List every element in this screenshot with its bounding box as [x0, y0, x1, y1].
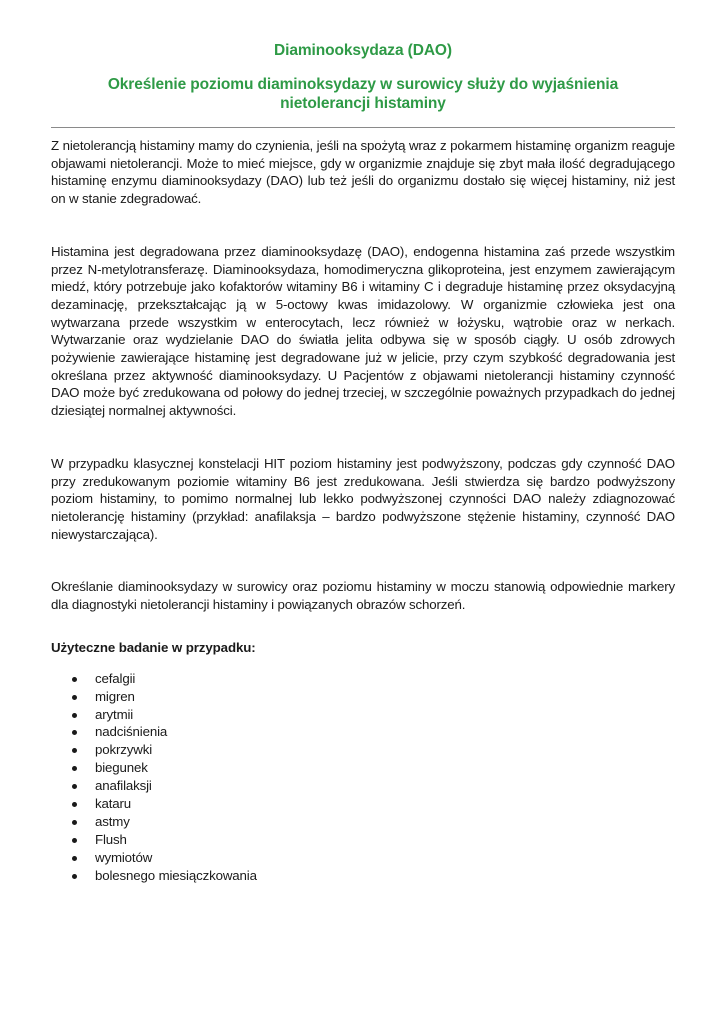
bullet-icon: [72, 677, 77, 682]
paragraph-hit-constellation: W przypadku klasycznej konstelacji HIT poziom histaminy jest podwyższony, podczas gdy czynność DAO przy zredukowanym poziomie witaminy B6 jest zredukowana. Jeśli stwierdza się bardzo podwyższony poziom histaminy, to pomimo normalnej lub lekko podwyższonej czynności DAO należy zdiagnozować nietolerancję histaminy (przykład: anafilaksja – bardzo podwyższone stężenie histaminy, czynność DAO niewystarczająca).: [51, 455, 675, 542]
list-item-label: nadciśnienia: [95, 724, 168, 740]
list-item-label: biegunek: [95, 760, 148, 776]
page-title: Diaminooksydaza (DAO): [274, 42, 452, 59]
uses-list: [51, 670, 675, 885]
paragraph-degradation: Histamina jest degradowana przez diaminooksydazę (DAO), endogenna histamina zaś przede wszystkim przez N-metylotransferazę. Diaminooksydaza, homodimeryczna glikoproteina, jest enzymem zawierającym miedź, który potrzebuje jako kofaktorów witaminy B6 i witaminy C i degraduje histaminę przez oksydacyjną dezaminację, przekształcając ją w 5-octowy kwas imidazolowy. W organizmie człowieka jest ona wytwarzana przede wszystkim w enterocytach, lecz również w łożysku, wątrobie oraz w nerkach. Wytwarzanie oraz wydzielanie DAO do światła jelita odbywa się w sposób ciągły. U osób zdrowych pożywienie zawierające histaminę jest degradowane już w jelicie, przy czym szybkość degradowania jest określana przez aktywność diaminooksydazy. U Pacjentów z objawami nietolerancji histaminy czynność DAO może być zredukowana od połowy do jednej trzeciej, w szczególnie poważnych przypadkach do jednej dziesiątej normalnej aktywności.: [51, 243, 675, 419]
list-item-label: bolesnego miesiączkowania: [95, 867, 257, 883]
list-item-label: wymiotów: [95, 849, 153, 865]
list-item: [51, 831, 675, 849]
list-item: [51, 741, 675, 759]
paragraph-markers: Określanie diaminooksydazy w surowicy oraz poziomu histaminy w moczu stanowią odpowiednie markery dla diagnostyki nietolerancji histaminy i powiązanych obrazów schorzeń.: [51, 579, 675, 613]
bullet-icon: [72, 730, 77, 735]
bullet-icon: [72, 766, 77, 771]
list-item-label: Flush: [95, 831, 127, 847]
list-item: [51, 759, 675, 777]
bullet-icon: [72, 695, 77, 700]
bullet-icon: [72, 856, 77, 861]
list-item-label: migren: [95, 688, 135, 704]
list-item: [51, 670, 675, 688]
list-item: [51, 688, 675, 706]
bullet-icon: [72, 820, 77, 825]
document-page: [51, 0, 675, 885]
bullet-icon: [72, 784, 77, 789]
uses-heading: Użyteczne badanie w przypadku:: [51, 639, 256, 655]
page-subtitle: Określenie poziomu diaminoksydazy w surowicy służy do wyjaśnienia nietolerancji histaminy: [107, 76, 619, 112]
bullet-icon: [72, 713, 77, 718]
bullet-icon: [72, 802, 77, 807]
list-item-label: anafilaksji: [95, 778, 152, 794]
list-item: [51, 777, 675, 795]
bullet-icon: [72, 874, 77, 879]
bullet-icon: [72, 748, 77, 753]
list-item-label: arytmii: [95, 706, 134, 722]
paragraph-intro: Z nietolerancją histaminy mamy do czynienia, jeśli na spożytą wraz z pokarmem histaminę organizm reaguje objawami nietolerancji. Może to mieć miejsce, gdy w organizmie znajduje się zbyt mała ilość degradującego histaminę enzymu diaminooksydazy (DAO) lub też jeśli do organizmu dostało się więcej histaminy, niż jest on w stanie zdegradować.: [51, 138, 675, 207]
list-item: [51, 795, 675, 813]
list-item: [51, 849, 675, 867]
header-divider: [51, 127, 675, 128]
list-item: [51, 706, 675, 724]
list-item-label: pokrzywki: [95, 742, 153, 758]
list-item: [51, 813, 675, 831]
bullet-icon: [72, 838, 77, 843]
list-item-label: astmy: [95, 814, 130, 830]
list-item-label: cefalgii: [95, 670, 136, 686]
list-item: [51, 723, 675, 741]
list-item-label: kataru: [95, 796, 132, 812]
list-item: [51, 867, 675, 885]
